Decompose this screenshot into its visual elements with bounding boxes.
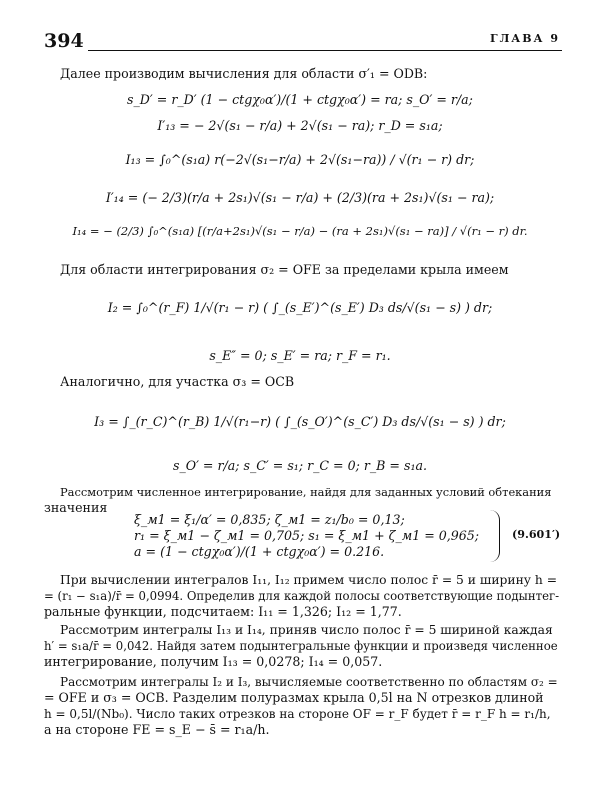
paragraph-7-line-3: h = 0,5l/(Nb₀). Число таких отрезков на стороне OF = r_F будет r̄ = r_F h = r₁/h, [44, 707, 551, 721]
header-rule [88, 50, 562, 51]
page-number: 394 [44, 30, 84, 52]
paragraph-4-cont: значения [44, 500, 108, 515]
equation-2: I′₁₃ = − 2√(s₁ − r/a) + 2√(s₁ − ra); r_D = s₁a; [157, 118, 443, 133]
paragraph-6-line-2: h′ = s₁a/r̄ = 0,042. Найдя затем подынтегральные функции и произведя численное [44, 639, 558, 653]
system-line-1: ξ_м1 = ξ₁/α′ = 0,835; ζ_м1 = z₁/b₀ = 0,13; [134, 512, 405, 527]
paragraph-5-line-2: = (r₁ − s₁a)/r̄ = 0,0994. Определив для каждой полосы соответствующие подынтег- [44, 589, 560, 603]
paragraph-5-line-3: ральные функции, подсчитаем: I₁₁ = 1,326; I₁₂ = 1,77. [44, 604, 402, 619]
equation-8: I₃ = ∫_(r_C)^(r_B) 1/√(r₁−r) ( ∫_(s_O′)^(s_C′) D₃ ds/√(s₁ − s) ) dr; [94, 414, 506, 429]
paragraph-7-line-4: а на стороне FE = s_E − s̄ = r₁a/h. [44, 722, 270, 737]
system-line-3: a = (1 − ctgχ₀α′)/(1 + ctgχ₀α′) = 0.216. [134, 544, 385, 559]
paragraph-5-line-1: При вычислении интегралов I₁₁, I₁₂ примем число полос r̄ = 5 и ширину h = [60, 573, 558, 587]
equation-9: s_O′ = r/a; s_C′ = s₁; r_C = 0; r_B = s₁a. [172, 458, 427, 473]
chapter-title: ГЛАВА 9 [489, 32, 560, 45]
equation-4: I′₁₄ = (− 2/3)(r/a + 2s₁)√(s₁ − r/a) + (2/3)(ra + 2s₁)√(s₁ − ra); [105, 190, 495, 205]
paragraph-1: Далее производим вычисления для области σ′₁ = ODB: [60, 66, 428, 81]
equation-3: I₁₃ = ∫₀^(s₁a) r(−2√(s₁−r/a) + 2√(s₁−ra)) / √(r₁ − r) dr; [125, 152, 475, 167]
equation-6: I₂ = ∫₀^(r_F) 1/√(r₁ − r) ( ∫_(s_E′)^(s_E′) D₃ ds/√(s₁ − s) ) dr; [107, 300, 493, 315]
system-line-2: r₁ = ξ_м1 − ζ_м1 = 0,705; s₁ = ξ_м1 + ζ_м1 = 0,965; [134, 528, 480, 543]
paragraph-6-line-3: интегрирование, получим I₁₃ = 0,0278; I₁₄ = 0,057. [44, 654, 383, 669]
paragraph-3: Аналогично, для участка σ₃ = OCB [60, 374, 295, 389]
paragraph-7-line-2: = OFE и σ₃ = OCB. Разделим полуразмах крыла 0,5l на N отрезков длиной [44, 690, 544, 705]
paragraph-4: Рассмотрим численное интегрирование, найдя для заданных условий обтекания [60, 485, 552, 499]
paragraph-7-line-1: Рассмотрим интегралы I₂ и I₃, вычисляемые соответственно по областям σ₂ = [60, 675, 558, 689]
paragraph-6-line-1: Рассмотрим интегралы I₁₃ и I₁₄, приняв число полос r̄ = 5 шириной каждая [60, 623, 553, 637]
paragraph-2: Для области интегрирования σ₂ = OFE за пределами крыла имеем [60, 262, 509, 277]
equation-number: (9.601′) [512, 528, 561, 541]
equation-1: s_D′ = r_D′ (1 − ctgχ₀α′)/(1 + ctgχ₀α′) = ra; s_O′ = r/a; [127, 92, 473, 107]
system-brace [487, 510, 500, 562]
equation-7: s_E″ = 0; s_E′ = ra; r_F = r₁. [209, 348, 391, 363]
equation-5: I₁₄ = − (2/3) ∫₀^(s₁a) [(r/a+2s₁)√(s₁ − r/a) − (ra + 2s₁)√(s₁ − ra)] / √(r₁ − r) dr. [72, 224, 528, 238]
